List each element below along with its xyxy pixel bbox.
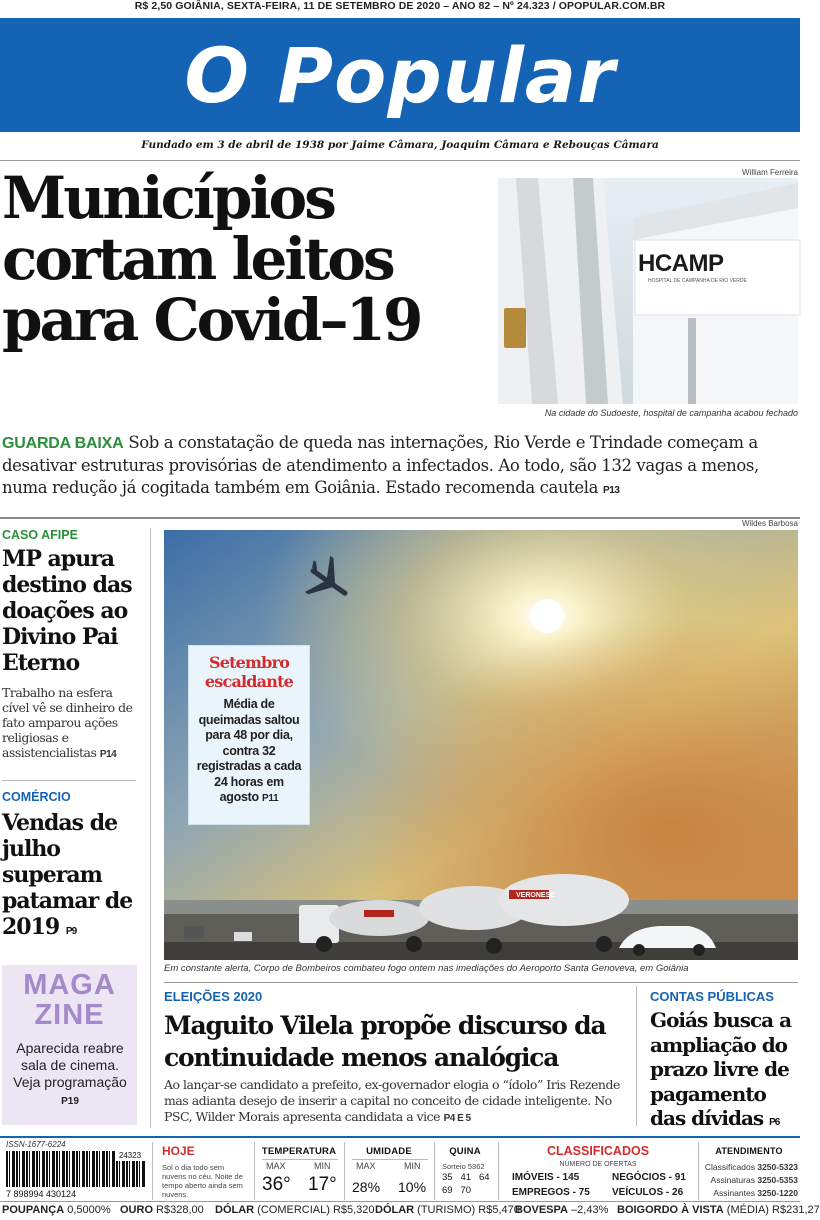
column-divider — [636, 986, 637, 1126]
temp-max: 36° — [262, 1174, 291, 1195]
infobox-text: Média de queimadas saltou para 48 por dia, contra 32 registradas a cada 24 horas em agosto — [196, 697, 302, 804]
comercio-headline[interactable] — [2, 810, 136, 945]
weather-text: Sol o dia todo sem nuvens no céu. Noite de tempo aberto ainda sem nuvens. — [162, 1163, 243, 1199]
ticker-item — [2, 1204, 111, 1216]
classifieds-business: NEGÓCIOS - 91 — [612, 1172, 686, 1183]
main-story-lead[interactable] — [2, 432, 798, 502]
barcode-number: 7 898994 430124 — [6, 1189, 77, 1199]
ticker-label: POUPANÇA — [2, 1204, 65, 1216]
classifieds-jobs: EMPREGOS - 75 — [512, 1187, 590, 1198]
afipe-headline[interactable]: MP apura destino das doações ao Divino Pai Eterno — [2, 546, 132, 676]
service-row — [700, 1161, 798, 1174]
barcode-issue: 24323 — [115, 1151, 145, 1161]
divider — [698, 1142, 699, 1200]
headline-text: Goiás busca a ampliação do prazo livre de pagamento das dívidas — [650, 1008, 792, 1130]
ticker-value: (COMERCIAL) R$5,320 — [254, 1204, 375, 1216]
lottery-label: QUINA — [449, 1146, 481, 1157]
service-row-number[interactable]: 3250-1220 — [757, 1188, 798, 1198]
divider — [262, 1159, 338, 1160]
service-row-label: Assinaturas — [710, 1175, 755, 1185]
headline-line: para Covid–19 — [2, 286, 421, 354]
page-reference: P13 — [602, 485, 620, 496]
ticker-item — [515, 1204, 608, 1216]
logo-line: ZINE — [34, 999, 105, 1031]
ticker-value: (TURISMO) R$5,470 — [414, 1204, 520, 1216]
edition-info: R$ 2,50 GOIÂNIA, SEXTA-FEIRA, 11 DE SETEMBRO DE 2020 – ANO 82 – Nº 24.323 / OPOPULAR.COM.BR — [134, 0, 666, 12]
service-row-number[interactable]: 3250-5323 — [757, 1162, 798, 1172]
humidity-min: 10% — [398, 1179, 427, 1195]
story-kicker: CONTAS PÚBLICAS — [650, 989, 774, 1004]
issn: ISSN-1677-6224 — [6, 1140, 66, 1149]
page-reference: P11 — [262, 793, 279, 804]
service-row — [700, 1174, 798, 1187]
truck-label: VERONESE — [516, 892, 555, 899]
service-row-label: Classificados — [704, 1162, 755, 1172]
temp-min: 17° — [308, 1174, 337, 1195]
ticker-value: 0,5000% — [64, 1204, 111, 1216]
election-summary — [164, 1077, 630, 1127]
founded-line: Fundado em 3 de abril de 1938 por Jaime Câmara, Joaquim Câmara e Rebouças Câmara — [141, 139, 659, 151]
divider — [152, 1142, 153, 1200]
market-ticker — [0, 1204, 820, 1220]
service-row-label: Assinantes — [713, 1188, 755, 1198]
divider — [344, 1142, 345, 1200]
infobox-body — [195, 697, 303, 807]
logo-line: MAGA — [23, 969, 116, 1001]
lottery-numbers-row: 69 70 — [442, 1185, 472, 1196]
classifieds-label[interactable]: CLASSIFICADOS — [546, 1144, 650, 1158]
photo-caption: Em constante alerta, Corpo de Bombeiros combateu fogo ontem nas imediações do Aeroporto Santa Genoveva, em Goiânia — [164, 963, 689, 974]
humidity-max: 28% — [352, 1179, 381, 1195]
ticker-item — [375, 1204, 520, 1216]
afipe-summary — [2, 685, 142, 762]
divider — [254, 1142, 255, 1200]
ticker-value: R$328,00 — [153, 1204, 204, 1216]
photo-credit: William Ferreira — [742, 168, 798, 177]
page-reference: P14 — [99, 749, 117, 760]
teaser-text: Aparecida reabre sala de cinema. Veja programação — [13, 1040, 127, 1090]
divider — [434, 1142, 435, 1200]
page-reference: P4 E 5 — [443, 1113, 471, 1124]
ticker-label: BOVESPA — [515, 1204, 568, 1216]
magazine-logo — [2, 970, 137, 1030]
ticker-item — [215, 1204, 375, 1216]
hcamp-sign: HCAMP — [638, 250, 724, 277]
ticker-label: DÓLAR — [375, 1204, 415, 1216]
lottery-draw: Sorteio 5362 — [442, 1162, 485, 1171]
hospital-photo-illustration — [498, 178, 798, 404]
service-row — [700, 1187, 798, 1200]
infobox-title: Setembro escaldante — [204, 653, 294, 691]
divider — [164, 982, 798, 983]
ticker-value: –2,43% — [567, 1204, 609, 1216]
story-kicker: ELEIÇÕES 2020 — [164, 989, 263, 1004]
story-kicker: GUARDA BAIXA — [2, 435, 124, 452]
column-divider — [150, 528, 151, 1128]
classifieds-realestate: IMÓVEIS - 145 — [512, 1172, 580, 1183]
page-reference: P9 — [65, 926, 77, 937]
lead-text: Sob a constatação de queda nas internações, Rio Verde e Trindade começam a desativar estruturas provisórias de atendimento a infectados. Ao todo, são 132 vagas a menos, numa redução já cogitada também em Goiânia. Estado recomenda cautela — [2, 433, 759, 497]
service-phones — [700, 1161, 798, 1200]
photo-caption: Na cidade do Sudoeste, hospital de campanha acabou fechado — [544, 408, 798, 418]
divider — [0, 1136, 800, 1138]
temp-max-label: MAX — [266, 1161, 286, 1171]
election-headline[interactable]: Maguito Vilela propõe discurso da continuidade menos analógica — [164, 1011, 606, 1072]
classifieds-sub: NÚMERO DE OFERTAS — [559, 1161, 637, 1168]
classifieds-vehicles: VEÍCULOS - 26 — [612, 1187, 684, 1198]
heat-infobox[interactable] — [188, 645, 310, 825]
ticker-item — [120, 1204, 204, 1216]
divider — [0, 517, 800, 519]
temp-min-label: MIN — [314, 1161, 331, 1171]
main-headline[interactable] — [2, 164, 497, 354]
hcamp-sign-sub: HOSPITAL DE CAMPANHA DE RIO VERDE — [648, 278, 747, 284]
divider — [0, 1201, 800, 1202]
story-kicker: COMÉRCIO — [2, 790, 71, 804]
ticker-value: (MÉDIA) R$231,27 — [723, 1204, 820, 1216]
humidity-min-label: MIN — [404, 1161, 421, 1171]
service-row-number[interactable]: 3250-5353 — [757, 1175, 798, 1185]
page-reference: P6 — [769, 1117, 780, 1128]
headline-text: Vendas de julho superam patamar de 2019 — [2, 810, 133, 940]
summary-text: Ao lançar-se candidato a prefeito, ex-governador elogia o “ídolo” Iris Rezende mas adianta desejo de inserir a capital no conceito de cidade inteligente. No PSC, Wilder Morais apresenta candidata a vice — [164, 1077, 620, 1124]
divider — [2, 780, 136, 781]
ticker-label: OURO — [120, 1204, 153, 1216]
ticker-item — [617, 1204, 820, 1216]
lottery-numbers-row: 35 41 64 — [442, 1172, 490, 1183]
newspaper-logo[interactable]: O Popular — [184, 30, 616, 120]
divider — [0, 160, 800, 161]
page-reference: P19 — [61, 1096, 79, 1107]
hospital-photo[interactable] — [498, 178, 798, 404]
summary-text: Trabalho na esfera cível vê se dinheiro de fato amparou ações religiosas e assistencialistas — [2, 685, 133, 760]
humidity-max-label: MAX — [356, 1161, 376, 1171]
humidity-label: UMIDADE — [366, 1146, 412, 1157]
service-label: ATENDIMENTO — [715, 1146, 783, 1156]
magazine-teaser — [6, 1040, 134, 1110]
ticker-label: DÓLAR — [215, 1204, 255, 1216]
headline-line: Municípios — [2, 164, 334, 232]
weather-label: HOJE — [162, 1144, 195, 1158]
divider — [498, 1142, 499, 1200]
temperature-label: TEMPERATURA — [261, 1146, 337, 1157]
contas-headline[interactable] — [650, 1008, 800, 1136]
ticker-label: BOIGORDO À VISTA — [617, 1204, 724, 1216]
photo-credit: Wildes Barbosa — [741, 519, 798, 528]
headline-line: cortam leitos — [2, 225, 393, 293]
story-kicker: CASO AFIPE — [2, 528, 78, 542]
divider — [352, 1159, 428, 1160]
